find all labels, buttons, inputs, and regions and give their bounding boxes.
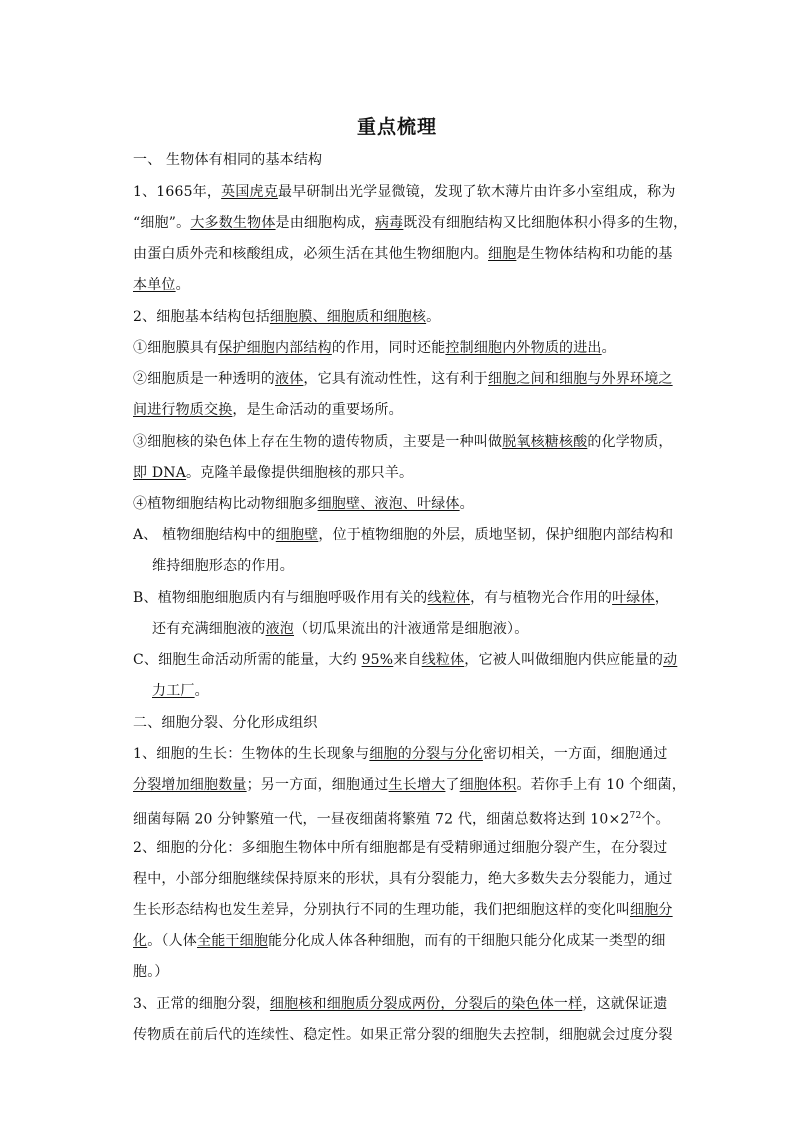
text-segment: 。 <box>426 309 441 325</box>
text-segment: 传物质在前后代的连续性、稳定性。如果正常分裂的细胞失去控制，细胞就会过度分裂 <box>133 1027 673 1043</box>
text-line <box>133 650 677 670</box>
text-segment: ④植物细胞结构比动物细胞多 <box>133 496 318 512</box>
text-line <box>133 775 686 795</box>
text-line <box>133 213 687 233</box>
underlined-key-term: 生长增大 <box>388 777 446 793</box>
text-segment: 能分化成人体各种细胞，而有的干细胞只能分化成某一类型的细 <box>268 933 666 949</box>
text-line <box>152 556 294 576</box>
text-segment: 是生物体结构和功能的基 <box>516 246 673 262</box>
text-segment: 。克隆羊最像提供细胞核的那只羊。 <box>186 465 414 481</box>
text-line <box>133 588 669 608</box>
text-segment: ，它具有流动性性，这有利于 <box>303 371 489 387</box>
text-line <box>133 525 673 545</box>
text-segment: ，位于植物细胞的外层，质地坚韧，保护细胞内部结构和 <box>318 527 674 543</box>
text-segment: ②细胞质是一种透明的 <box>133 371 275 387</box>
text-segment: 由蛋白质外壳和核酸组成，必须生活在其他生物细胞内。 <box>133 246 488 262</box>
underlined-key-term: 液体 <box>275 371 304 387</box>
text-segment: 细菌每隔 20 分钟繁殖一代，一昼夜细菌将繁殖 72 代，细菌总数将达到 10×2 <box>133 811 630 828</box>
underlined-key-term: 细胞膜、细胞质和细胞核 <box>269 309 427 325</box>
underlined-key-term: 动 <box>663 652 678 668</box>
page-title: 重点梳理 <box>356 116 437 138</box>
text-segment: 的化学物质， <box>587 434 673 450</box>
text-segment: ，是生命活动的重要场所。 <box>232 402 403 418</box>
underlined-key-term: 细胞壁、液泡、叶绿体 <box>317 496 460 512</box>
text-segment: 。 <box>194 683 209 699</box>
text-segment: 1、细胞的生长：生物体的生长现象与 <box>133 746 370 762</box>
text-segment: 。 <box>175 277 190 293</box>
text-line <box>133 838 668 858</box>
text-line <box>133 994 668 1014</box>
underlined-key-term: 细胞的分裂与分化 <box>369 746 483 762</box>
underlined-key-term: 间进行物质交换 <box>133 402 233 418</box>
text-line <box>133 400 403 420</box>
text-segment: 来自 <box>393 652 422 668</box>
underlined-key-term: 化 <box>133 933 148 949</box>
text-line <box>133 463 413 483</box>
text-segment: 的作用，同时还能 <box>331 340 446 356</box>
underlined-key-term: 力工厂 <box>152 683 195 699</box>
underlined-key-term: 线粒体 <box>421 652 465 668</box>
text-segment: ，这就保证遗 <box>582 996 668 1012</box>
text-segment: 1、1665年， <box>133 184 222 200</box>
text-segment: 一、 生物体有相同的基本结构 <box>133 152 323 168</box>
text-segment: A、 植物细胞结构中的 <box>133 527 276 543</box>
text-segment: 密切相关，一方面，细胞通过 <box>482 746 668 762</box>
text-line <box>133 338 616 358</box>
text-segment: 。 <box>601 340 616 356</box>
underlined-key-term: 95% <box>361 652 394 668</box>
text-segment: ， <box>654 590 669 606</box>
text-segment: 生长形态结构也发生差异，分别执行不同的生理功能，我们把细胞这样的变化叫 <box>133 902 630 918</box>
text-segment: B、植物细胞细胞质内有与细胞呼吸作用有关的 <box>133 590 428 606</box>
text-segment: C、细胞生命活动所需的能量，大约 <box>133 652 362 668</box>
text-segment: 。（人体 <box>147 933 198 949</box>
text-line <box>152 681 209 701</box>
text-line <box>133 182 676 202</box>
text-line <box>133 900 673 920</box>
text-segment: 2、细胞基本结构包括 <box>133 309 270 325</box>
underlined-key-term: 本单位 <box>133 277 176 293</box>
text-line <box>133 150 322 170</box>
text-segment: 既没有细胞结构又比细胞体积小得多的生物， <box>403 215 688 231</box>
text-segment: 二、细胞分裂、分化形成组织 <box>133 715 318 731</box>
text-segment: “细胞”。 <box>133 215 191 231</box>
text-segment: 胞。） <box>133 964 169 980</box>
text-line <box>133 1025 673 1045</box>
text-line <box>133 432 673 452</box>
text-line <box>133 307 440 327</box>
text-segment: （切瓜果流出的汁液通常是细胞液）。 <box>294 621 529 637</box>
superscript-exponent: 72 <box>629 811 642 821</box>
text-segment: 最早研制出光学显微镜，发现了软木薄片由许多小室组成，称为 <box>277 184 676 200</box>
text-segment: ，它被人叫做细胞内供应能量的 <box>464 652 664 668</box>
text-segment: 。若你手上有 10 个细菌， <box>516 777 686 793</box>
text-segment: ，有与植物光合作用的 <box>470 590 613 606</box>
text-segment: ①细胞膜具有 <box>133 340 219 356</box>
underlined-key-term: 线粒体 <box>427 590 471 606</box>
underlined-key-term: 细胞壁 <box>275 527 319 543</box>
text-segment: 是由细胞构成， <box>275 215 375 231</box>
text-segment: 3、正常的细胞分裂， <box>133 996 270 1012</box>
text-segment: ；另一方面，细胞通过 <box>246 777 389 793</box>
underlined-key-term: 叶绿体 <box>612 590 655 606</box>
text-segment: ③细胞核的染色体上存在生物的遗传物质，主要是一种叫做 <box>133 434 503 450</box>
underlined-key-term: 液泡 <box>265 621 295 637</box>
underlined-key-term: 保护细胞内部结构 <box>218 340 332 356</box>
underlined-key-term: 细胞之间和细胞与外界环境之 <box>488 371 673 387</box>
text-line <box>133 494 474 514</box>
text-segment: 还有充满细胞液的 <box>152 621 266 637</box>
text-segment: 了 <box>445 777 460 793</box>
text-segment: 个。 <box>641 811 670 828</box>
underlined-key-term: 控制细胞内外物质的进出 <box>445 340 602 356</box>
underlined-key-term: 全能干细胞 <box>197 933 269 949</box>
text-line <box>133 744 668 764</box>
underlined-key-term: 即 DNA <box>133 465 187 481</box>
text-segment: 。 <box>459 496 474 512</box>
text-segment: 2、细胞的分化：多细胞生物体中所有细胞都是有受精卵通过细胞分裂产生，在分裂过 <box>133 840 668 856</box>
text-line <box>133 713 318 733</box>
underlined-key-term: 细胞 <box>488 246 517 262</box>
text-line <box>133 275 190 295</box>
underlined-key-term: 脱氧核糖核酸 <box>502 434 588 450</box>
text-line <box>152 619 528 639</box>
underlined-key-term: 细胞分 <box>630 902 673 918</box>
text-line <box>133 806 670 830</box>
text-segment: 程中，小部分细胞继续保持原来的形状，具有分裂能力，绝大多数失去分裂能力，通过 <box>133 871 673 887</box>
underlined-key-term: 细胞核和细胞质分裂成两份，分裂后的染色体一样 <box>269 996 583 1012</box>
underlined-key-term: 分裂增加细胞数量 <box>133 777 247 793</box>
underlined-key-term: 细胞体积 <box>459 777 517 793</box>
text-segment: 维持细胞形态的作用。 <box>152 558 294 574</box>
text-line <box>133 369 673 389</box>
text-line <box>133 244 673 264</box>
underlined-key-term: 英国虎克 <box>221 184 278 200</box>
text-line <box>133 962 169 982</box>
underlined-key-term: 大多数生物体 <box>190 215 276 231</box>
text-line <box>133 931 666 951</box>
underlined-key-term: 病毒 <box>374 215 404 231</box>
text-line <box>133 869 673 889</box>
